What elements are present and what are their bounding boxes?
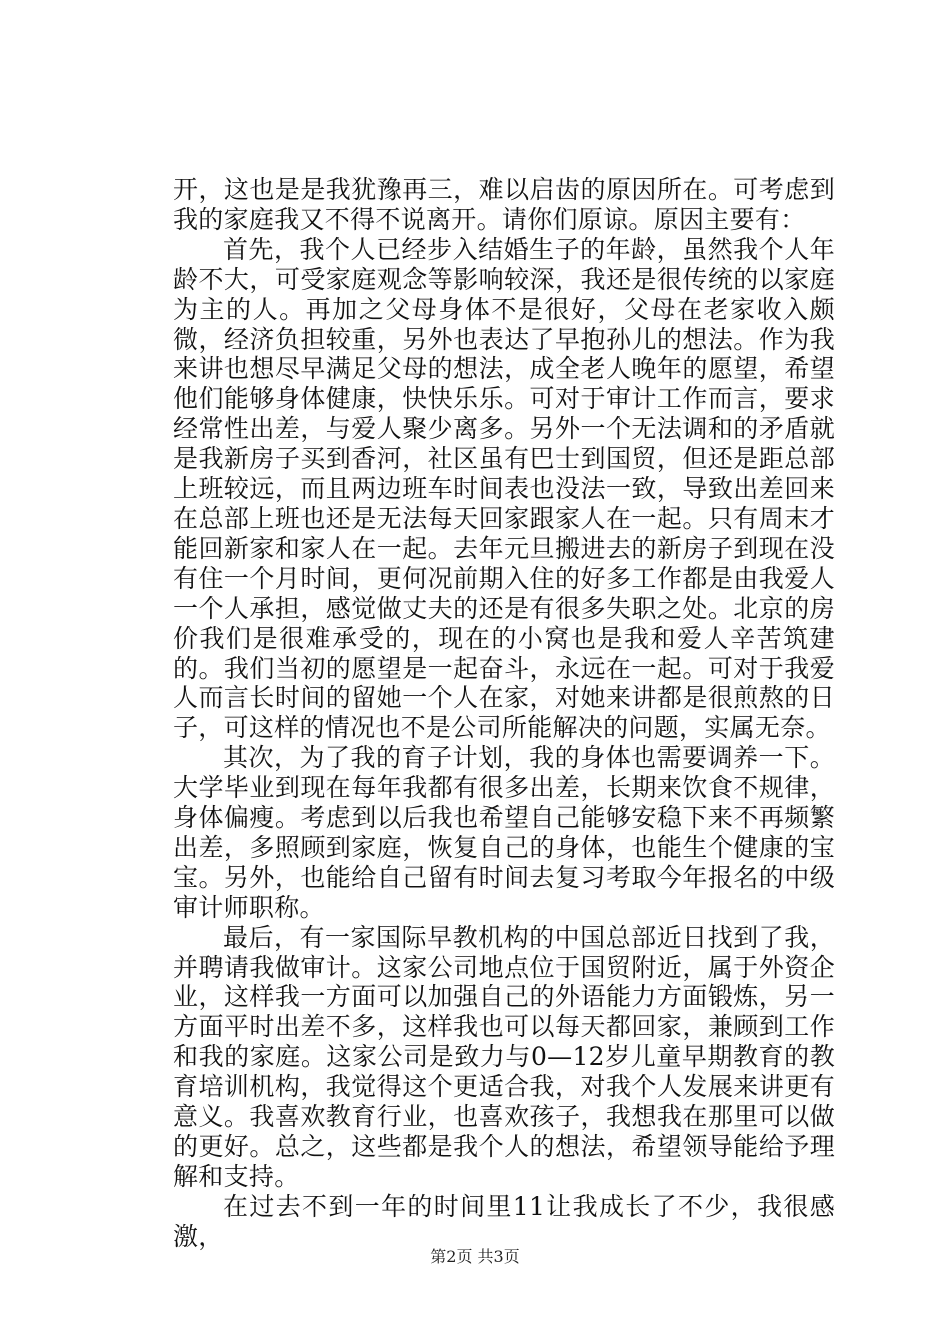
paragraph-second-reason: 其次，为了我的育子计划，我的身体也需要调养一下。大学毕业到现在每年我都有很多出差，长期来饮食不规律，身体偏瘦。考虑到以后我也希望自己能够安稳下来不再频繁出差，多照顾到家庭，恢复自己的身体，也能生个健康的宝宝。另外，也能给自己留有时间去复习考取今年报名的中级审计师职称。 [173, 743, 835, 922]
paragraph-first-reason: 首先，我个人已经步入结婚生子的年龄，虽然我个人年龄不大，可受家庭观念等影响较深，我还是很传统的以家庭为主的人。再加之父母身体不是很好，父母在老家收入颇微，经济负担较重，另外也表达了早抱孙儿的想法。作为我来讲也想尽早满足父母的想法，成全老人晚年的愿望，希望他们能够身体健康，快快乐乐。可对于审计工作而言，要求经常性出差，与爱人聚少离多。另外一个无法调和的矛盾就是我新房子买到香河，社区虽有巴士到国贸，但还是距总部上班较远，而且两边班车时间表也没法一致，导致出差回来在总部上班也还是无法每天回家跟家人在一起。只有周末才能回新家和家人在一起。去年元旦搬进去的新房子到现在没有住一个月时间，更何况前期入住的好多工作都是由我爱人一个人承担，感觉做丈夫的还是有很多失职之处。北京的房价我们是很难承受的，现在的小窝也是我和爱人辛苦筑建的。我们当初的愿望是一起奋斗，永远在一起。可对于我爱人而言长时间的留她一个人在家，对她来讲都是很煎熬的日子，可这样的情况也不是公司所能解决的问题，实属无奈。 [173, 234, 835, 743]
paragraph-third-reason: 最后，有一家国际早教机构的中国总部近日找到了我，并聘请我做审计。这家公司地点位于国贸附近，属于外资企业，这样我一方面可以加强自己的外语能力方面锻炼，另一方面平时出差不多，这样我也可以每天都回家，兼顾到工作和我的家庭。这家公司是致力与0—12岁儿童早期教育的教育培训机构，我觉得这个更适合我，对我个人发展来讲更有意义。我喜欢教育行业，也喜欢孩子，我想我在那里可以做的更好。总之，这些都是我个人的想法，希望领导能给予理解和支持。 [173, 922, 835, 1191]
paragraph-continuation: 开，这也是是我犹豫再三，难以启齿的原因所在。可考虑到我的家庭我又不得不说离开。请你们原谅。原因主要有： [173, 175, 835, 234]
letter-body [173, 175, 835, 1252]
page-number-footer: 第2页 共3页 [430, 1247, 520, 1266]
paragraph-closing: 在过去不到一年的时间里11让我成长了不少，我很感激， [173, 1191, 835, 1251]
